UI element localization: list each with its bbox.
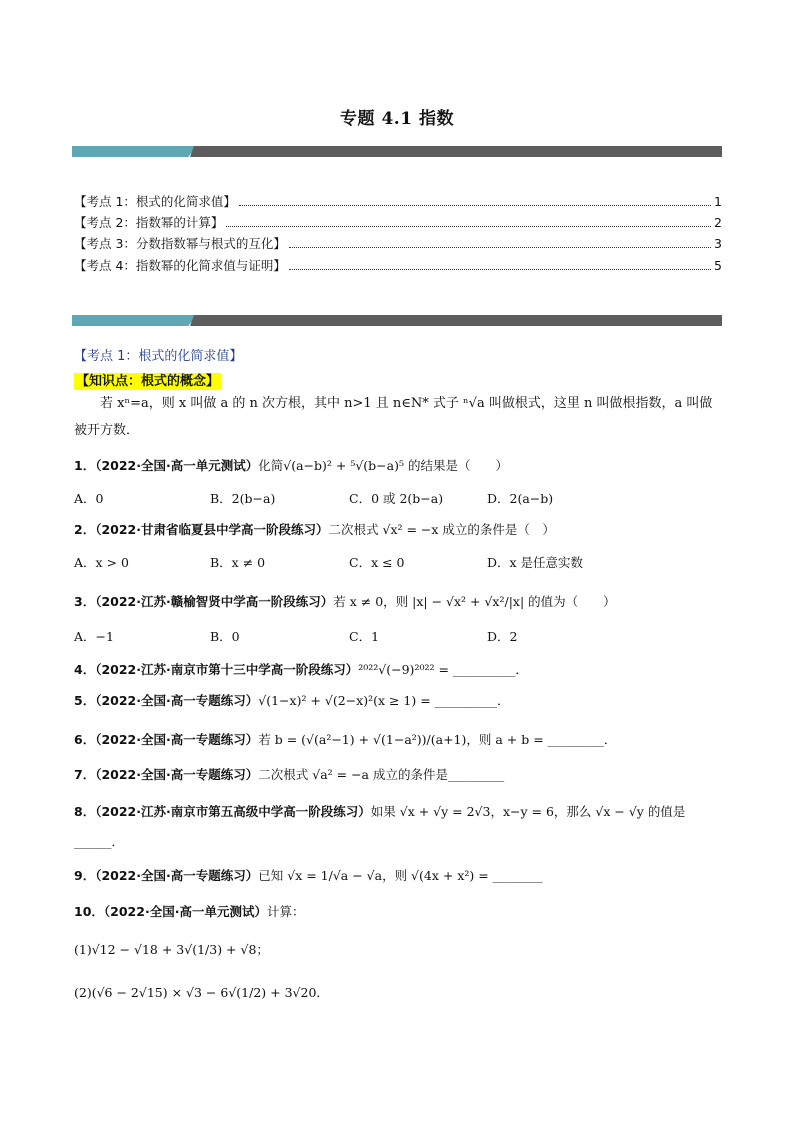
option-a: A．0 (74, 491, 104, 506)
question-9: 9．（2022·全国·高一专题练习）已知 √x = 1/√a − √a，则 √(4x + x²) = ________ (74, 868, 543, 883)
option-a: A．−1 (74, 629, 114, 644)
option-a: A．x > 0 (74, 555, 129, 570)
option-c: C．0 或 2(b−a) (349, 491, 444, 506)
option-d: D．x 是任意实数 (487, 555, 584, 570)
option-c: C．1 (349, 629, 380, 644)
toc-label: 【考点 2：指数幂的计算】 (74, 215, 224, 230)
knowledge-text: 若 xⁿ=a，则 x 叫做 a 的 n 次方根，其中 n>1 且 n∈N* 式子 ⁿ√a 叫做根式，这里 n 叫做根指数，a 叫做被开方数． (74, 396, 713, 438)
title-divider (72, 146, 722, 157)
question-5: 5．（2022·全国·高一专题练习）√(1−x)² + √(2−x)²(x ≥ 1) = __________． (74, 693, 510, 708)
toc-item-3[interactable] (74, 234, 722, 252)
option-b: B．2(b−a) (210, 491, 276, 506)
toc-page: 1 (714, 194, 722, 209)
question-2: 2．（2022·甘肃省临夏县中学高一阶段练习）二次根式 √x² = −x 成立的条件是（ ） (74, 522, 555, 537)
question-6: 6．（2022·全国·高一专题练习）若 b = (√(a²−1) + √(1−a²))/(a+1)，则 a + b = _________． (74, 732, 617, 747)
question-8: 8．（2022·江苏·南京市第五高级中学高一阶段练习）如果 √x + √y = 2√3，x−y = 6，那么 √x − √y 的值是______． (74, 804, 686, 849)
question-1: 1．（2022·全国·高一单元测试）化简√(a−b)² + ⁵√(b−a)⁵ 的结果是（ ） (74, 458, 508, 473)
option-b: B．x ≠ 0 (210, 555, 266, 570)
option-c: C．x ≤ 0 (349, 555, 405, 570)
knowledge-label: 【知识点：根式的概念】 (76, 374, 220, 389)
toc-page: 5 (714, 258, 722, 273)
toc-item-1[interactable] (74, 192, 722, 210)
toc-label: 【考点 4：指数幂的化简求值与证明】 (74, 258, 286, 273)
toc-page: 3 (714, 236, 722, 251)
question-10: 10．（2022·全国·高一单元测试）计算： (74, 904, 305, 919)
option-d: D．2(a−b) (487, 491, 554, 506)
section-divider (72, 315, 722, 326)
question-7: 7．（2022·全国·高一专题练习）二次根式 √a² = −a 成立的条件是_________ (74, 767, 505, 782)
question-3: 3．（2022·江苏·赣榆智贤中学高一阶段练习）若 x ≠ 0，则 |x| − √x² + √x²/|x| 的值为（ ） (74, 594, 616, 609)
option-b: B．0 (210, 629, 240, 644)
option-d: D．2 (487, 629, 518, 644)
toc-label: 【考点 1：根式的化简求值】 (74, 194, 236, 209)
toc-label: 【考点 3：分数指数幂与根式的互化】 (74, 236, 286, 251)
section-heading: 【考点 1：根式的化简求值】 (74, 349, 243, 364)
question-4: 4．（2022·江苏·南京市第十三中学高一阶段练习）²⁰²²√(−9)²⁰²² = __________． (74, 662, 528, 677)
toc-item-4[interactable] (74, 256, 722, 274)
sub-question-2: (2)(√6 − 2√15) × √3 − 6√(1/2) + 3√20． (74, 985, 329, 1000)
toc-item-2[interactable] (74, 213, 722, 231)
sub-question-1: (1)√12 − √18 + 3√(1/3) + √8； (74, 942, 269, 957)
toc-page: 2 (714, 215, 722, 230)
page-title: 专题 4.1 指数 (340, 109, 454, 129)
